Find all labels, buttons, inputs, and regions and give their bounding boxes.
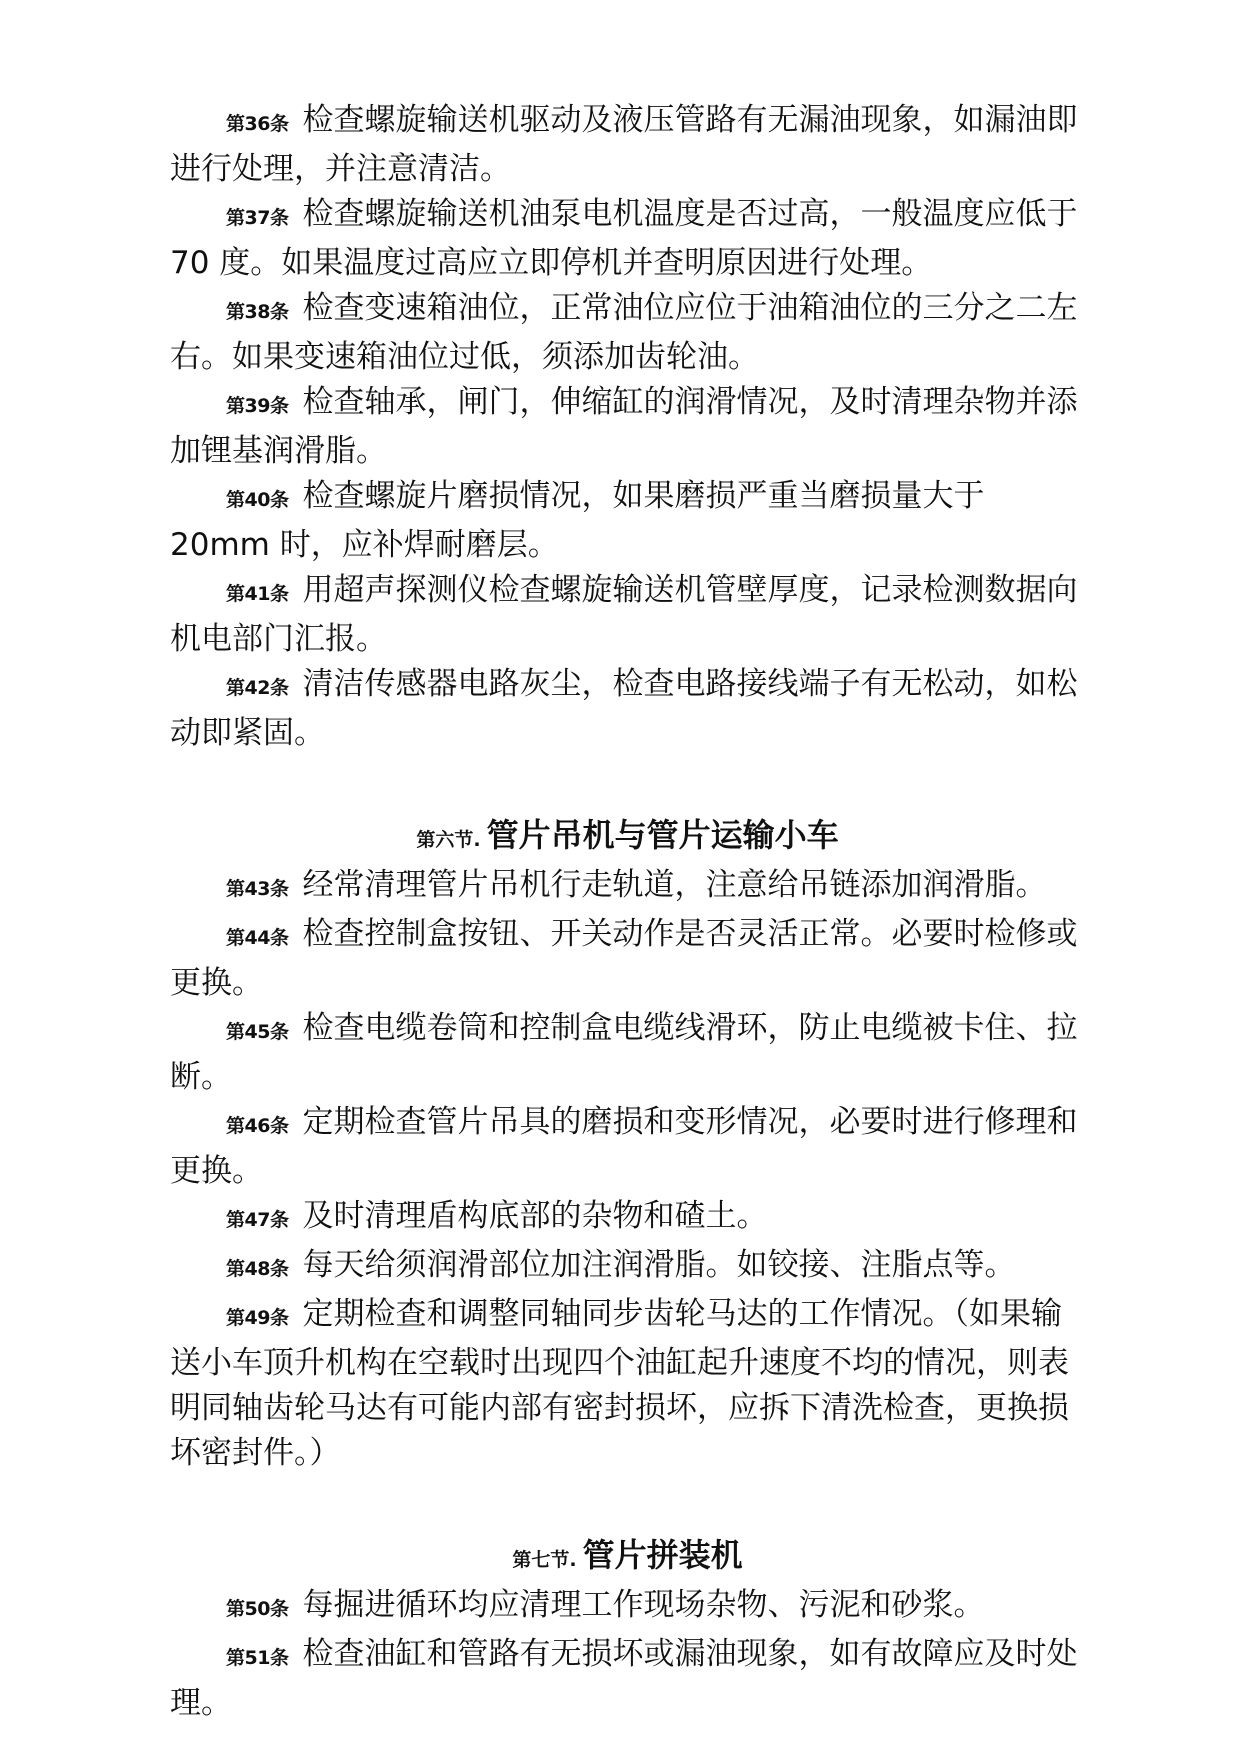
article-49 (170, 1292, 1085, 1476)
article-number: 第42条 (226, 677, 289, 699)
article-text: 检查控制盒按钮、开关动作是否灵活正常。必要时检修或更换。 (170, 916, 1078, 1001)
article-number: 第49条 (226, 1307, 289, 1329)
article-number: 第39条 (226, 395, 289, 417)
section-7-heading (170, 1533, 1085, 1583)
section-6-heading (170, 813, 1085, 863)
article-text: 每掘进循环均应清理工作现场杂物、污泥和砂浆。 (302, 1587, 985, 1623)
article-48 (170, 1243, 1085, 1292)
article-group-3 (170, 1583, 1085, 1726)
section-number: 第七节. (512, 1549, 577, 1571)
article-group-2 (170, 863, 1085, 1476)
article-43 (170, 863, 1085, 912)
article-text: 定期检查管片吊具的磨损和变形情况，必要时进行修理和更换。 (170, 1104, 1078, 1189)
article-number: 第44条 (226, 927, 289, 949)
article-text: 检查螺旋片磨损情况，如果磨损严重当磨损量大于 20mm 时，应补焊耐磨层。 (170, 478, 985, 563)
document-page (170, 98, 1085, 1726)
article-51 (170, 1632, 1085, 1726)
article-number: 第47条 (226, 1209, 289, 1231)
article-45 (170, 1006, 1085, 1100)
article-number: 第40条 (226, 489, 289, 511)
article-50 (170, 1583, 1085, 1632)
article-number: 第46条 (226, 1115, 289, 1137)
article-number: 第36条 (226, 113, 289, 135)
article-number: 第43条 (226, 878, 289, 900)
article-group-1 (170, 98, 1085, 756)
article-number: 第51条 (226, 1647, 289, 1669)
article-text: 检查电缆卷筒和控制盒电缆线滑环，防止电缆被卡住、拉断。 (170, 1010, 1078, 1095)
article-44 (170, 912, 1085, 1006)
article-number: 第45条 (226, 1021, 289, 1043)
article-36 (170, 98, 1085, 192)
article-text: 清洁传感器电路灰尘，检查电路接线端子有无松动，如松动即紧固。 (170, 666, 1078, 751)
article-37 (170, 192, 1085, 286)
article-47 (170, 1194, 1085, 1243)
article-number: 第38条 (226, 301, 289, 323)
article-41 (170, 568, 1085, 662)
section-title: 管片拼装机 (582, 1536, 743, 1574)
article-39 (170, 380, 1085, 474)
article-number: 第48条 (226, 1258, 289, 1280)
article-text: 及时清理盾构底部的杂物和碴土。 (302, 1198, 768, 1234)
article-42 (170, 662, 1085, 756)
article-40 (170, 474, 1085, 568)
article-text: 检查螺旋输送机驱动及液压管路有无漏油现象，如漏油即进行处理，并注意清洁。 (170, 102, 1078, 187)
article-text: 检查变速箱油位，正常油位应位于油箱油位的三分之二左右。如果变速箱油位过低，须添加齿轮油。 (170, 290, 1078, 375)
article-38 (170, 286, 1085, 380)
article-text: 每天给须润滑部位加注润滑脂。如铰接、注脂点等。 (302, 1247, 1016, 1283)
section-number: 第六节. (416, 829, 481, 851)
article-text: 检查螺旋输送机油泵电机温度是否过高，一般温度应低于 70 度。如果温度过高应立即停机并查明原因进行处理。 (170, 196, 1078, 281)
article-text: 用超声探测仪检查螺旋输送机管壁厚度，记录检测数据向机电部门汇报。 (170, 572, 1078, 657)
article-text: 定期检查和调整同轴同步齿轮马达的工作情况。（如果输送小车顶升机构在空载时出现四个油缸起升速度不均的情况，则表明同轴齿轮马达有可能内部有密封损坏，应拆下清洗检查，更换损坏密封件。） (170, 1296, 1069, 1471)
article-text: 经常清理管片吊机行走轨道，注意给吊链添加润滑脂。 (302, 867, 1047, 903)
article-46 (170, 1100, 1085, 1194)
article-text: 检查轴承，闸门，伸缩缸的润滑情况，及时清理杂物并添加锂基润滑脂。 (170, 384, 1078, 469)
article-text: 检查油缸和管路有无损坏或漏油现象，如有故障应及时处理。 (170, 1636, 1078, 1721)
article-number: 第41条 (226, 583, 289, 605)
section-title: 管片吊机与管片运输小车 (486, 816, 839, 854)
article-number: 第50条 (226, 1598, 289, 1620)
article-number: 第37条 (226, 207, 289, 229)
